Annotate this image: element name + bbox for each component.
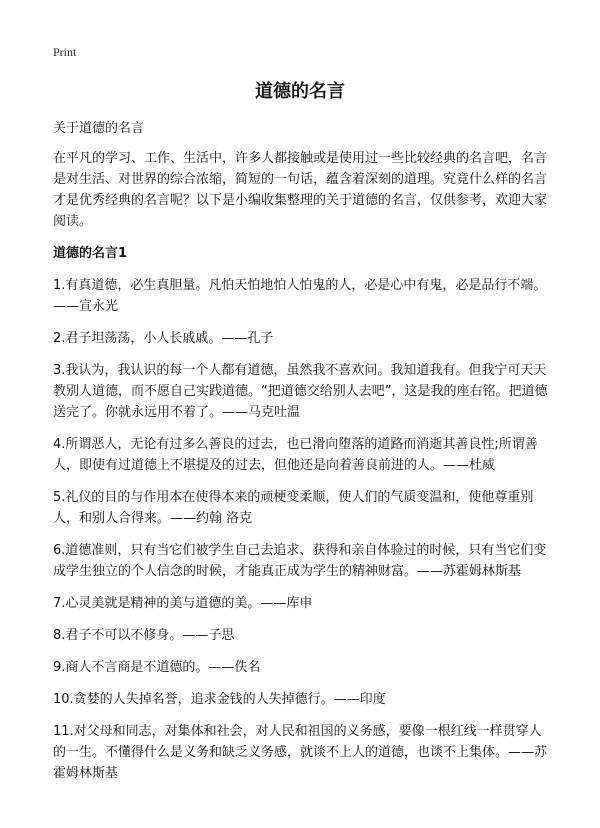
- quote-item-1: 1.有真道德，必生真胆量。凡怕天怕地怕人怕鬼的人，必是心中有鬼，必是品行不端。——宣永光: [53, 278, 547, 314]
- article-subtitle: 关于道德的名言: [53, 121, 145, 136]
- quote-item-8: 8.君子不可以不修身。——子思: [53, 628, 235, 643]
- print-link[interactable]: Print: [53, 45, 77, 59]
- quote-item-5: 5.礼仪的目的与作用本在使得本来的顽梗变柔顺，使人们的气质变温和，使他尊重别人，和别人合得来。——约翰 洛克: [53, 490, 534, 526]
- article-body: [53, 118, 550, 795]
- quote-item-4: 4.所谓恶人，无论有过多么善良的过去，也已滑向堕落的道路而消逝其善良性;所谓善人，即使有过道德上不堪提及的过去，但他还是向着善良前进的人。——杜威: [53, 437, 538, 473]
- intro-paragraph: 在平凡的学习、工作、生活中，许多人都接触或是使用过一些比较经典的名言吧，名言是对生活、对世界的综合浓缩，简短的一句话，蕴含着深刻的道理。究竟什么样的名言才是优秀经典的名言呢？以下是小编收集整理的关于道德的名言，仅供参考，欢迎大家阅读。: [53, 151, 548, 229]
- quote-item-11: 11.对父母和同志，对集体和社会，对人民和祖国的义务感，要像一根红线一样贯穿人的一生。不懂得什么是义务和缺乏义务感，就谈不上人的道德，也谈不上集体。——苏霍姆林斯基: [53, 724, 548, 781]
- quote-item-2: 2.君子坦荡荡，小人长戚戚。——孔子: [53, 331, 274, 346]
- quote-item-3: 3.我认为，我认识的每一个人都有道德，虽然我不喜欢问。我知道我有。但我宁可天天教别人道德，而不愿自己实践道德。“把道德交给别人去吧”，这是我的座右铭。把道德送完了。你就永远用不着了。——马克吐温: [53, 363, 548, 420]
- section-heading: 道德的名言1: [53, 246, 128, 261]
- quote-item-9: 9.商人不言商是不道德的。——佚名: [53, 660, 261, 675]
- page-title: 道德的名言: [255, 81, 345, 102]
- quote-item-6: 6.道德准则，只有当它们被学生自己去追求、获得和亲自体验过的时候，只有当它们变成学生独立的个人信念的时候，才能真正成为学生的精神财富。——苏霍姆林斯基: [53, 543, 547, 579]
- quote-item-7: 7.心灵美就是精神的美与道德的美。——库申: [53, 596, 313, 611]
- quote-item-10: 10.贪婪的人失掉名誉，追求金钱的人失掉德行。——印度: [53, 692, 386, 707]
